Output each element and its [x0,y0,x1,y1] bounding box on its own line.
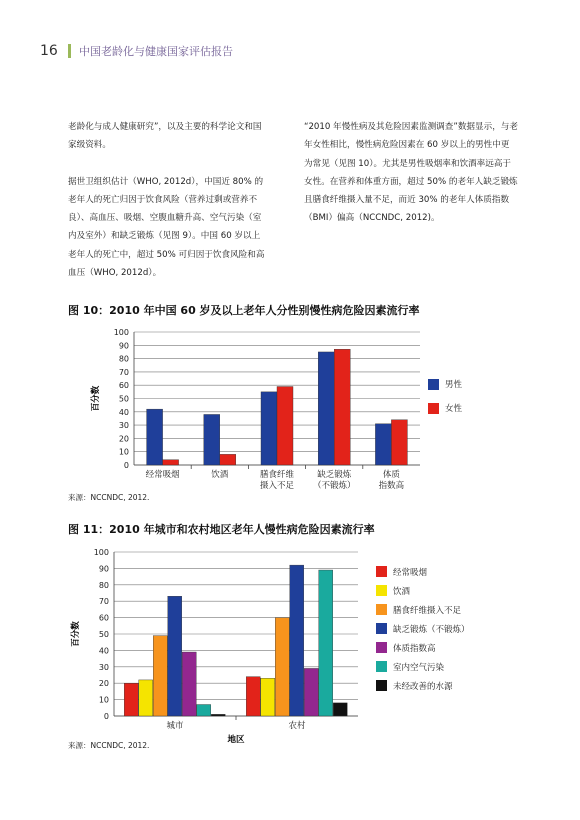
bar [391,420,407,465]
legend-label: 膳食纤维摄入不足 [393,605,462,616]
figure-11-source: 来源：NCCNDC, 2012. [68,741,150,750]
bar [319,570,333,716]
y-tick-label: 40 [98,646,109,656]
y-axis-label: 百分数 [91,385,101,412]
x-tick-label: 摄入不足 [259,481,295,491]
page-header [40,40,233,62]
legend-swatch [428,403,439,414]
legend-swatch [376,623,387,634]
bar [304,668,318,716]
bar [275,618,289,716]
y-tick-label: 20 [118,434,129,444]
right-paragraph-1: “2010 年慢性病及其危险因素监测调查”数据显示，与老年女性相比，慢性病危险因素在 60 岁以上的男性中更为常见（见图 10）。尤其是男性吸烟率和饮酒率远高于女性。在营养和体重方面，超过 50% 的老年人缺乏锻炼且膳食纤维摄入量不足，而近 30% 的老年人体质指数（BMI）偏高（NCCNDC, 2012)。 [304,122,518,224]
y-tick-label: 30 [118,421,129,431]
x-tick-label: 膳食纤维 [259,470,295,480]
legend-swatch [376,642,387,653]
legend-item [376,581,470,600]
y-tick-label: 90 [118,341,129,351]
legend-item [428,372,462,396]
bar [333,703,347,716]
legend-label: 经常吸烟 [393,567,428,578]
legend-label: 男性 [445,380,463,390]
legend-item [376,676,470,695]
y-tick-label: 30 [98,662,109,672]
right-column [304,118,518,246]
x-axis-label: 地区 [227,735,245,744]
legend-item [376,562,470,581]
legend-item [376,638,470,657]
y-tick-label: 0 [103,712,109,721]
legend-label: 缺乏锻炼（不锻炼） [393,624,470,635]
y-tick-label: 70 [98,597,109,607]
bar [204,414,220,465]
y-tick-label: 90 [98,564,109,574]
figure-10-title: 图 10：2010 年中国 60 岁及以上老年人分性别慢性病危险因素流行率 [68,304,420,317]
legend-item [376,619,470,638]
figure-11-title: 图 11：2010 年城市和农村地区老年人慢性病危险因素流行率 [68,523,375,536]
legend-label: 女性 [445,404,463,414]
bar [220,454,236,465]
figure-10-legend [428,372,462,420]
x-tick-label: 农村 [288,721,306,731]
legend-swatch [376,604,387,615]
legend-item [376,600,470,619]
bar [163,460,179,465]
left-paragraph-2: 据世卫组织估计（WHO, 2012d），中国近 80% 的老年人的死亡归因于饮食风险（营养过剩或营养不良）、高血压、吸烟、空腹血糖升高、空气污染（室内及室外）和缺乏锻炼（见图 9）。中国 60 岁以上老年人的死亡中，超过 50% 可归因于饮食风险和高血压（WHO, 2012d）。 [68,176,265,279]
bar [168,596,182,716]
y-tick-label: 50 [98,630,109,639]
x-tick-label: 体质 [382,470,400,480]
y-tick-label: 60 [118,381,129,391]
figure-10-source: 来源：NCCNDC, 2012. [68,493,150,502]
y-tick-label: 80 [98,580,109,590]
legend-item [376,657,470,676]
y-tick-label: 100 [113,328,129,337]
y-tick-label: 50 [118,394,129,404]
y-tick-label: 70 [118,367,129,377]
x-tick-label: 指数高 [378,481,405,491]
legend-label: 饮酒 [393,586,411,597]
page-number: 16 [40,43,58,59]
bar [124,683,138,716]
bar [246,677,260,716]
y-tick-label: 0 [123,461,129,470]
left-paragraph-1: 老龄化与成人健康研究”，以及主要的科学论文和国家级资料。 [68,122,262,151]
header-title: 中国老龄化与健康国家评估报告 [79,45,233,58]
bar [211,714,225,716]
y-tick-label: 10 [118,447,129,457]
y-tick-label: 10 [98,695,109,705]
bar [261,392,277,465]
legend-swatch [376,566,387,577]
bar [153,636,167,716]
y-axis-label: 百分数 [71,621,81,647]
legend-swatch [428,379,439,390]
x-tick-label: 饮酒 [211,470,229,480]
legend-swatch [376,585,387,596]
bar [182,652,196,716]
x-tick-label: 缺乏锻炼 [317,470,352,480]
bar [147,409,163,465]
y-tick-label: 20 [98,679,109,689]
bar [334,349,350,465]
bar [375,424,391,465]
y-tick-label: 80 [118,354,129,364]
bar [290,565,304,716]
legend-swatch [376,680,387,691]
bar [197,705,211,716]
legend-swatch [376,661,387,672]
legend-label: 未经改善的水源 [393,681,453,692]
bar [277,387,293,465]
y-tick-label: 40 [118,407,129,417]
figure-11-chart [68,544,368,744]
x-tick-label: 经常吸烟 [145,470,180,480]
legend-label: 室内空气污染 [393,662,445,673]
y-tick-label: 100 [93,548,109,557]
legend-label: 体质指数高 [393,643,436,654]
bar [318,352,334,465]
bar [261,678,275,716]
header-divider [68,44,71,58]
figure-11-legend [376,562,470,695]
x-tick-label: 城市 [166,721,184,731]
left-column [68,118,268,300]
bar [139,680,153,716]
y-tick-label: 60 [98,613,109,623]
x-tick-label: （不锻炼） [312,481,356,491]
legend-item [428,396,462,420]
